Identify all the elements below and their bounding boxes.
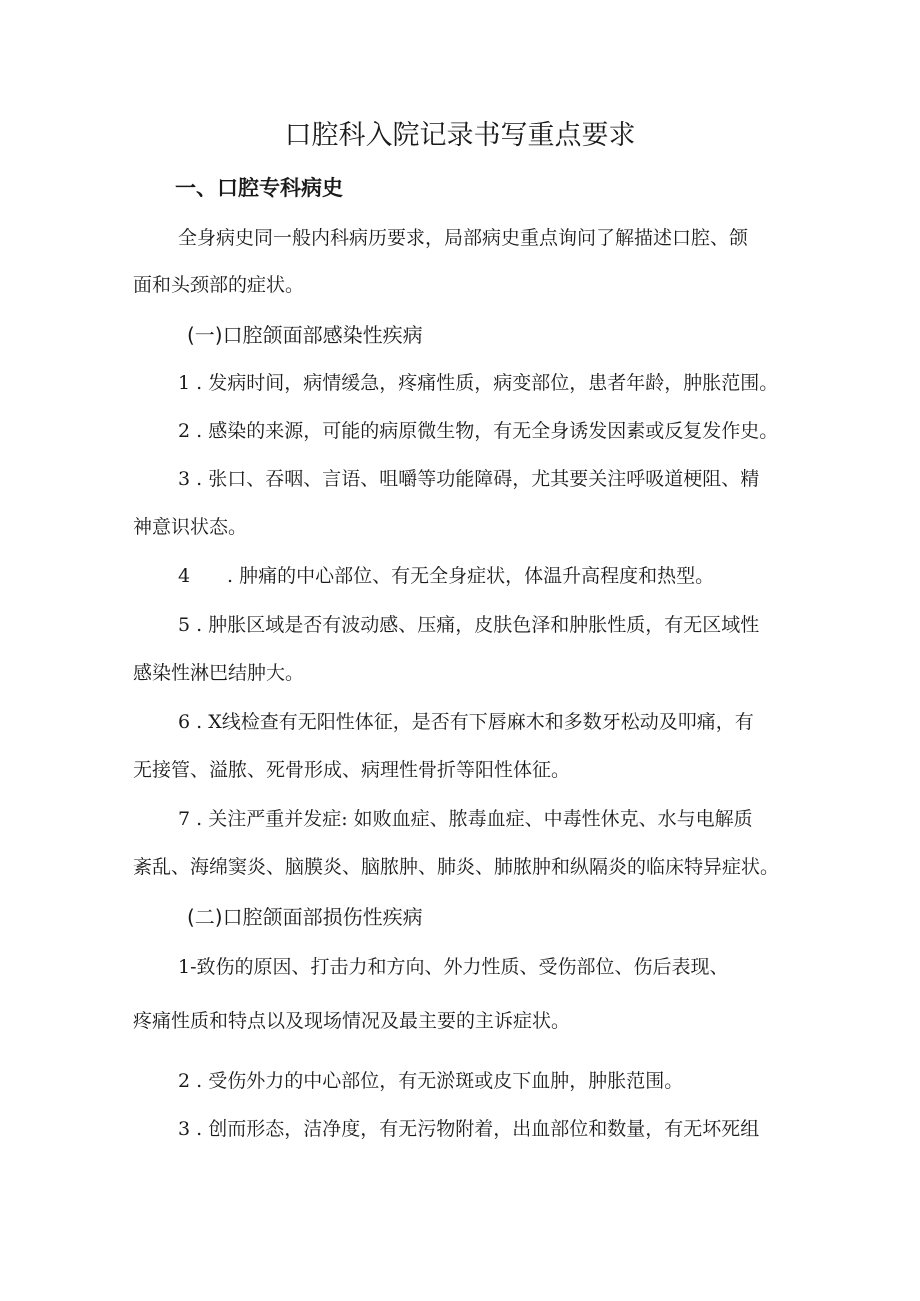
- infection-item-3-line-1: 3 . 张口、吞咽、言语、咀嚼等功能障碍，尤其要关注呼吸道梗阻、精: [178, 468, 760, 490]
- subsection-heading-infection: (一)口腔颌面部感染性疾病: [187, 323, 423, 347]
- subsection-heading-injury: (二)口腔颌面部损伤性疾病: [187, 905, 423, 929]
- injury-item-2: 2 . 受伤外力的中心部位，有无淤斑或皮下血肿，肿胀范围。: [178, 1070, 684, 1092]
- infection-item-4-number: 4: [178, 565, 191, 587]
- injury-item-1-line-1: 1-致伤的原因、打击力和方向、外力性质、受伤部位、伤后表现、: [178, 956, 729, 978]
- infection-item-2: 2 . 感染的来源，可能的病原微生物，有无全身诱发因素或反复发作史。: [178, 420, 779, 442]
- infection-item-1: 1 . 发病时间，病情缓急，疼痛性质，病变部位，患者年龄，肿胀范围。: [178, 372, 779, 394]
- infection-item-7-line-2: 紊乱、海绵窦炎、脑膜炎、脑脓肿、肺炎、肺脓肿和纵隔炎的临床特异症状。: [133, 856, 780, 878]
- infection-item-6-line-1: 6 . X线检查有无阳性体征，是否有下唇麻木和多数牙松动及叩痛，有: [178, 711, 754, 733]
- intro-paragraph-line-2: 面和头颈部的症状。: [133, 274, 305, 296]
- infection-item-7-line-1: 7 . 关注严重并发症: 如败血症、脓毒血症、中毒性休克、水与电解质: [178, 808, 753, 830]
- injury-item-1-line-2: 疼痛性质和特点以及现场情况及最主要的主诉症状。: [133, 1010, 571, 1032]
- infection-item-5-line-1: 5 . 肿胀区域是否有波动感、压痛，皮肤色泽和肿胀性质，有无区域性: [178, 614, 760, 636]
- intro-paragraph-line-1: 全身病史同一般内科病历要求，局部病史重点询问了解描述口腔、颌: [178, 227, 749, 249]
- section-heading-oral-history: 一、口腔专科病史: [175, 176, 343, 200]
- document-title: 口腔科入院记录书写重点要求: [284, 120, 636, 151]
- injury-item-3-line-1: 3 . 创而形态，洁净度，有无污物附着，出血部位和数量，有无坏死组: [178, 1118, 760, 1140]
- infection-item-4-text: . 肿痛的中心部位、有无全身症状，体温升高程度和热型。: [227, 565, 715, 587]
- infection-item-6-line-2: 无接管、溢脓、死骨形成、病理性骨折等阳性体征。: [133, 759, 571, 781]
- infection-item-3-line-2: 神意识状态。: [133, 516, 248, 538]
- infection-item-5-line-2: 感染性淋巴结肿大。: [133, 662, 305, 684]
